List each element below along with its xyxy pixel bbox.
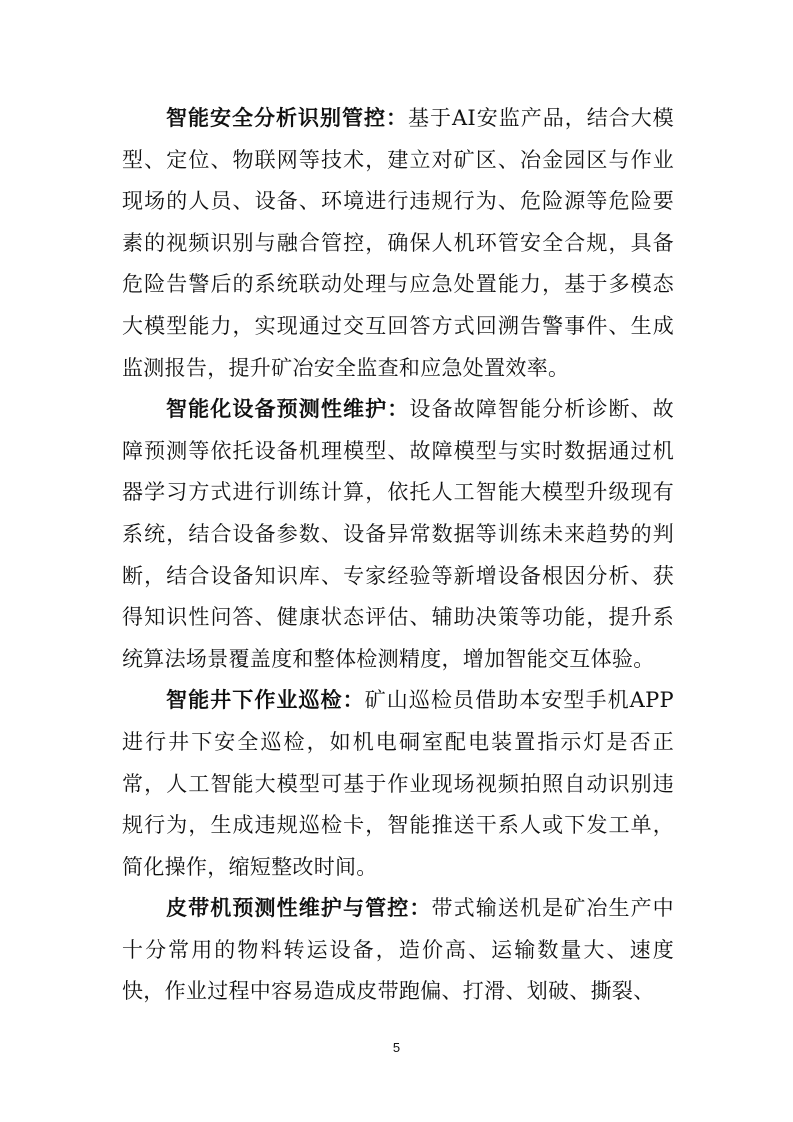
paragraph-heading: 智能化设备预测性维护： [166, 397, 410, 422]
paragraph-text: 设备故障智能分析诊断、故障预测等依托设备机理模型、故障模型与实时数据通过机器学习方式进行训练计算，依托人工智能大模型升级现有系统，结合设备参数、设备异常数据等训练未来趋势的判断，结合设备知识库、专家经验等新增设备根因分析、获得知识性问答、健康状态评估、辅助决策等功能，提升系统算法场景覆盖度和整体检测精度，增加智能交互体验。 [122, 397, 674, 671]
paragraph-heading: 智能井下作业巡检： [166, 688, 365, 713]
paragraph-ai-safety-analysis [122, 98, 674, 389]
paragraph-predictive-maintenance [122, 389, 674, 680]
paragraph-text: 基于AI安监产品，结合大模型、定位、物联网等技术，建立对矿区、冶金园区与作业现场的人员、设备、环境进行违规行为、危险源等危险要素的视频识别与融合管控，确保人机环管安全合规，具备危险告警后的系统联动处理与应急处置能力，基于多模态大模型能力，实现通过交互回答方式回溯告警事件、生成监测报告，提升矿冶安全监查和应急处置效率。 [122, 106, 674, 380]
document-body [122, 98, 674, 1013]
page-number: 5 [392, 1040, 401, 1055]
paragraph-belt-conveyor [122, 888, 674, 1013]
paragraph-heading: 智能安全分析识别管控： [166, 106, 408, 130]
paragraph-underground-inspection [122, 680, 674, 888]
paragraph-text: 矿山巡检员借助本安型手机APP进行井下安全巡检，如机电硐室配电装置指示灯是否正常，人工智能大模型可基于作业现场视频拍照自动识别违规行为，生成违规巡检卡，智能推送干系人或下发工单，简化操作，缩短整改时间。 [122, 688, 674, 879]
paragraph-heading: 皮带机预测性维护与管控： [166, 896, 432, 921]
paragraph-text: 带式输送机是矿冶生产中十分常用的物料转运设备，造价高、运输数量大、速度快，作业过程中容易造成皮带跑偏、打滑、划破、撕裂、 [122, 896, 674, 1004]
